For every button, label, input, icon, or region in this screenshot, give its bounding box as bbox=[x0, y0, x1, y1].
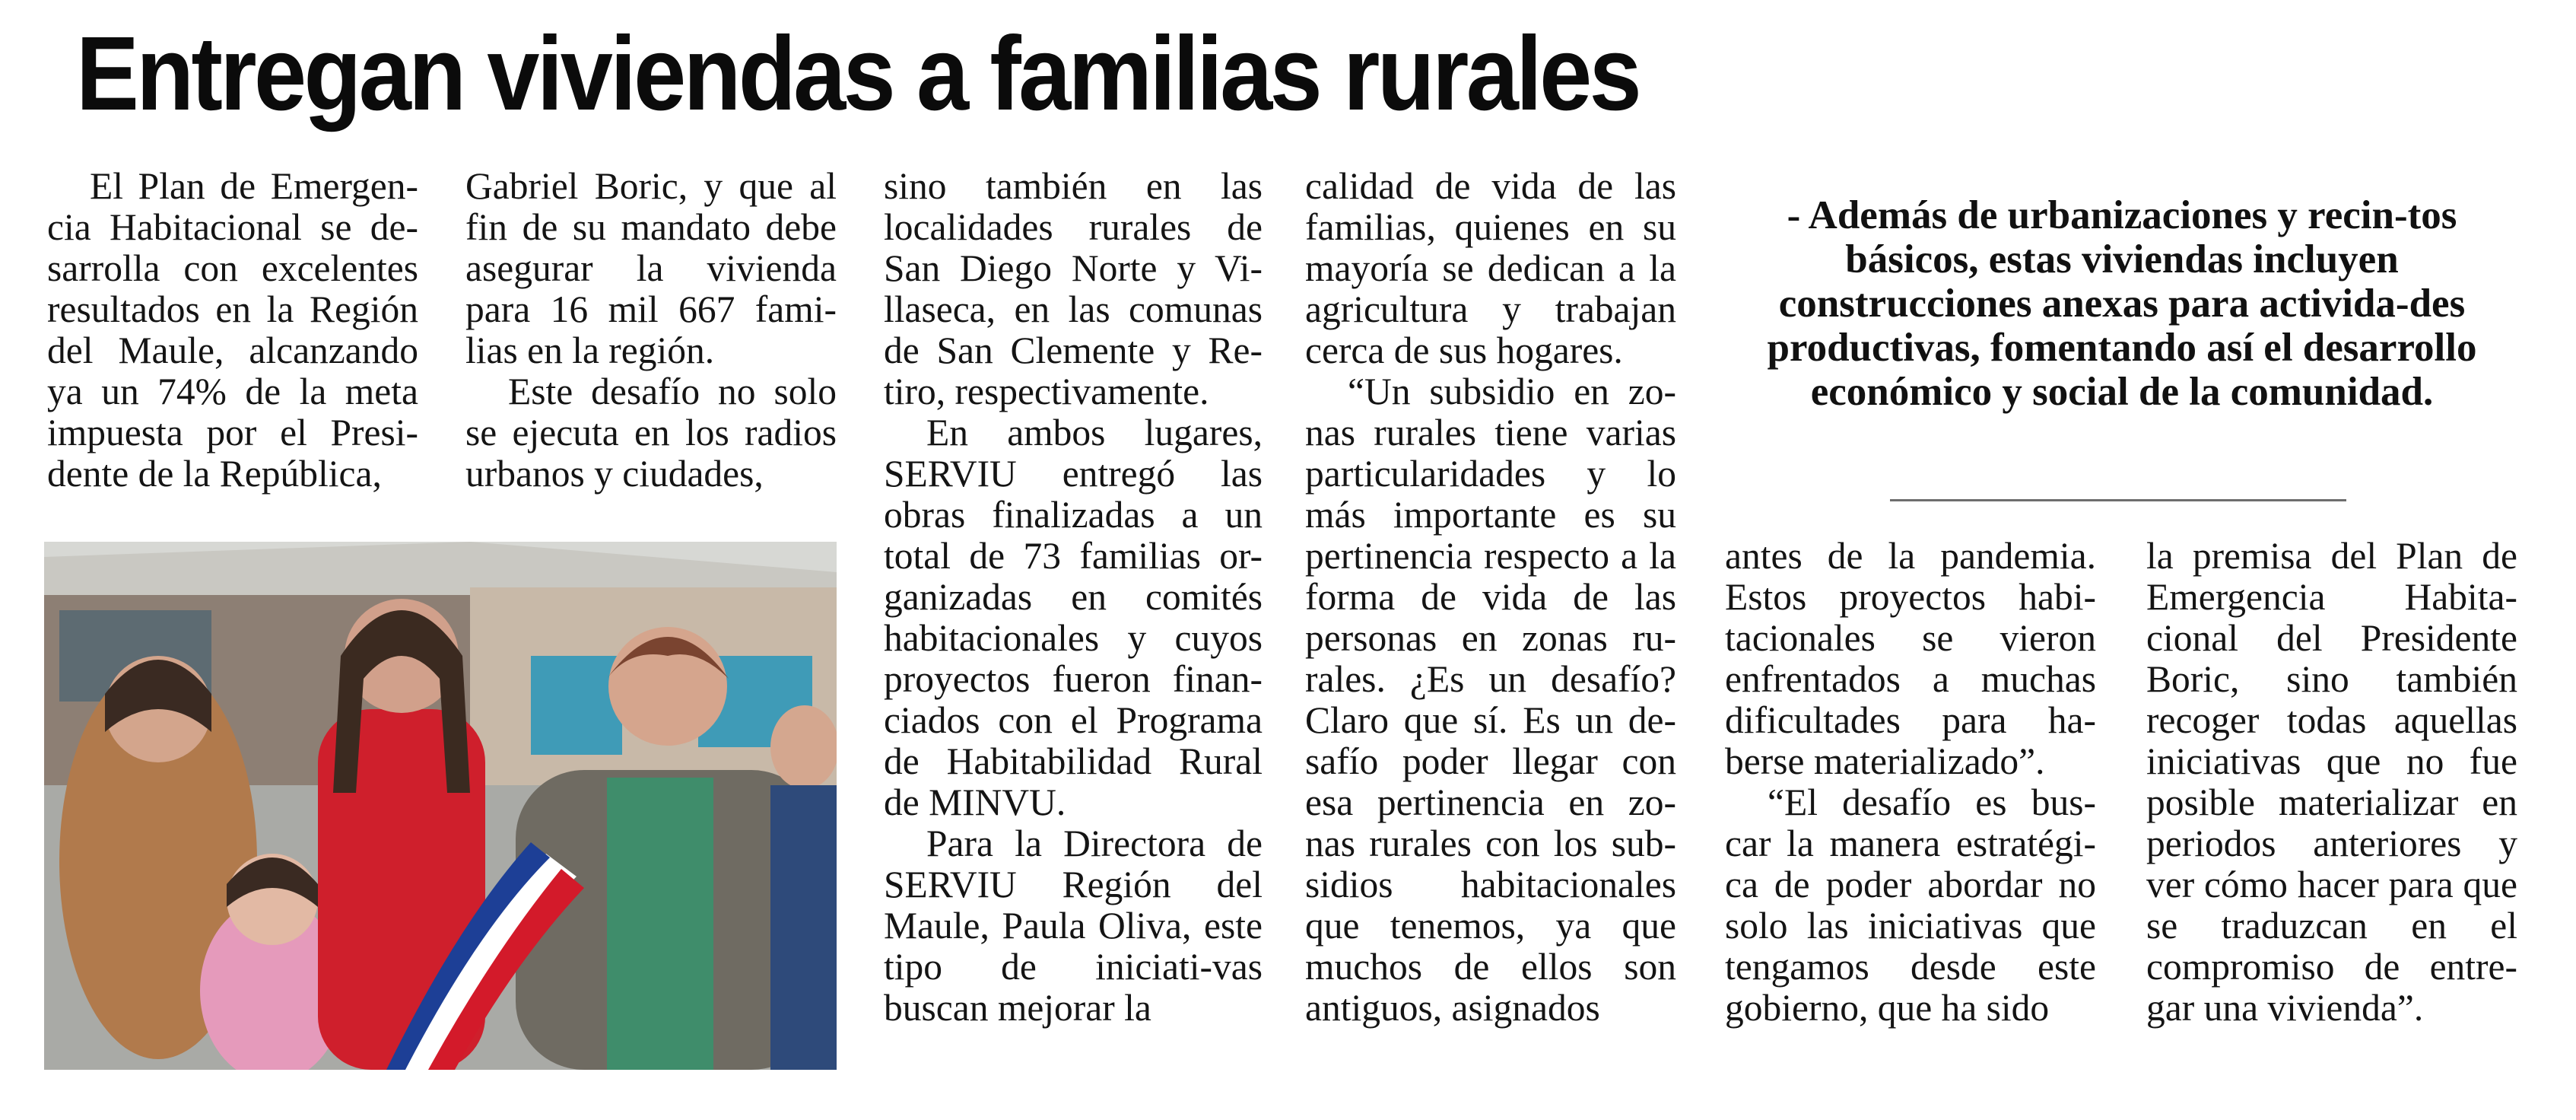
article-column-5 bbox=[1725, 536, 2096, 1029]
paragraph: sino también en las localidades rurales de San Diego Norte y Vi-llaseca, en las comunas de San Clemente y Re-tiro, respectivamente. bbox=[884, 165, 1263, 412]
article-column-2 bbox=[465, 166, 837, 495]
headline: Entregan viviendas a familias rurales bbox=[76, 15, 1640, 132]
paragraph: antes de la pandemia. Estos proyectos habi-tacionales se vieron enfrentados a muchas dificultades para ha-berse materializado”. bbox=[1725, 535, 2096, 782]
paragraph: Gabriel Boric, y que al fin de su mandato debe asegurar la vivienda para 16 mil 667 fami-lias en la región. bbox=[465, 165, 837, 371]
paragraph: En ambos lugares, SERVIU entregó las obras finalizadas a un total de 73 familias or-ganizadas en comités habitacionales y cuyos proyectos fueron finan-ciados con el Programa de Habitabilidad Rural de MINVU. bbox=[884, 412, 1263, 823]
article-column-6 bbox=[2146, 536, 2517, 1029]
paragraph: la premisa del Plan de Emergencia Habita-cional del Presidente Boric, sino también recoger todas aquellas iniciativas que no fue posible materializar en periodos anteriores y ver cómo hacer para que se traduzcan en el compromiso de entre-gar una vivienda”. bbox=[2146, 535, 2517, 1029]
paragraph: Para la Directora de SERVIU Región del Maule, Paula Oliva, este tipo de iniciati-vas buscan mejorar la bbox=[884, 822, 1263, 1029]
pull-quote: - Además de urbanizaciones y recin-tos básicos, estas viviendas incluyen construcciones anexas para activida-des productivas, fomentando así el desarrollo económico y social de la comunidad. bbox=[1767, 193, 2477, 414]
article-column-3 bbox=[884, 166, 1263, 1029]
pull-quote-divider bbox=[1890, 499, 2346, 501]
paragraph: “Un subsidio en zo-nas rurales tiene varias particularidades y lo más importante es su pertinencia respecto a la forma de vida de las personas en zonas ru-rales. ¿Es un desafío? Claro que sí. Es un de-safío poder llegar con esa pertinencia en zo-nas rurales con los sub-sidios habitacionales que tenemos, ya que muchos de ellos son antiguos, asignados bbox=[1305, 371, 1676, 1029]
paragraph: calidad de vida de las familias, quienes en su mayoría se dedican a la agricultura y trabajan cerca de sus hogares. bbox=[1305, 165, 1676, 371]
ribbon-cutting-photo bbox=[44, 542, 837, 1070]
paragraph: El Plan de Emergen-cia Habitacional se de-sarrolla con excelentes resultados en la Región del Maule, alcanzando ya un 74% de la meta impuesta por el Presi-dente de la República, bbox=[47, 165, 418, 495]
article-column-1 bbox=[47, 166, 418, 495]
paragraph: “El desafío es bus-car la manera estratégi-ca de poder abordar no solo las iniciativas que tengamos desde este gobierno, que ha sido bbox=[1725, 781, 2096, 1029]
news-photo bbox=[44, 542, 837, 1070]
paragraph: Este desafío no solo se ejecuta en los radios urbanos y ciudades, bbox=[465, 371, 837, 495]
article-column-4 bbox=[1305, 166, 1676, 1029]
